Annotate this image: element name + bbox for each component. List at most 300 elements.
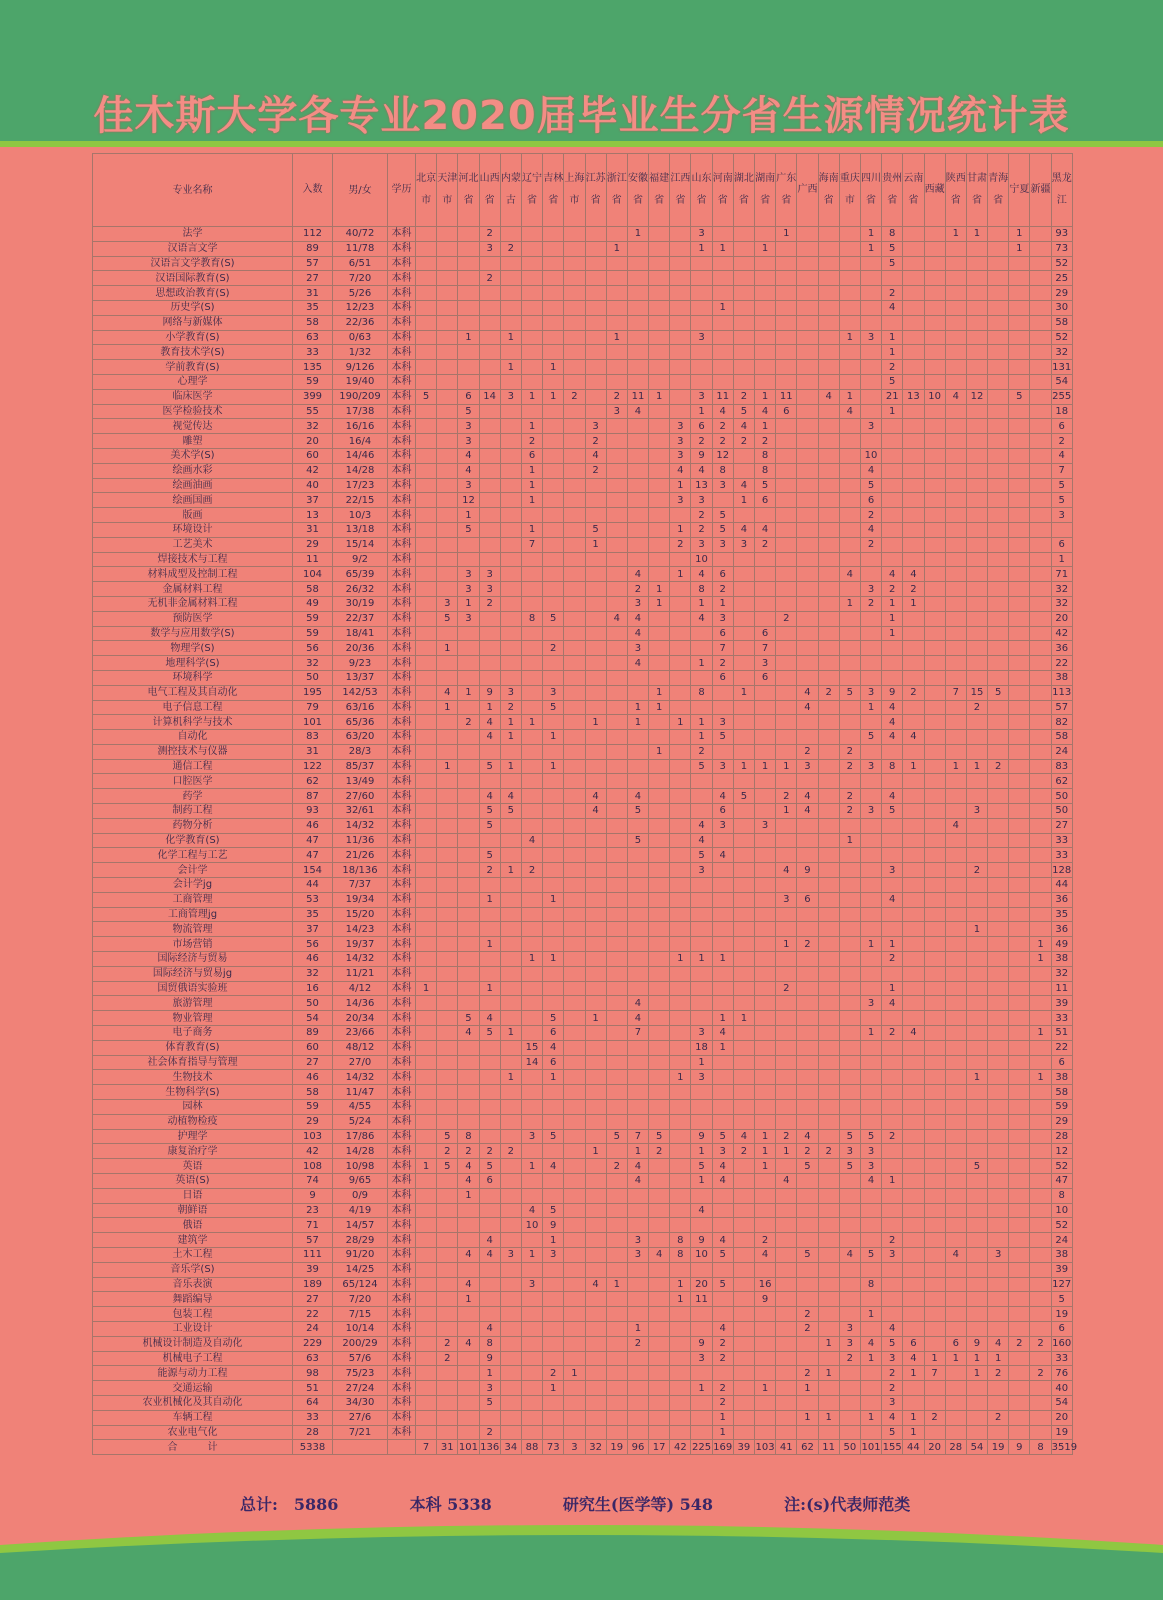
province-count-cell: 6 xyxy=(458,389,479,404)
province-count-cell xyxy=(416,774,437,789)
province-count-cell xyxy=(797,463,818,478)
province-count-cell xyxy=(649,1055,670,1070)
province-count-cell xyxy=(945,596,966,611)
province-count-cell xyxy=(945,1233,966,1248)
level-cell: 本科 xyxy=(388,715,416,730)
province-count-cell xyxy=(479,907,500,922)
province-count-cell xyxy=(776,656,797,671)
province-count-cell xyxy=(521,818,542,833)
province-count-cell xyxy=(543,241,564,256)
count-cell: 32 xyxy=(293,656,333,671)
major-name-cell: 物理学(S) xyxy=(93,641,293,656)
province-count-cell xyxy=(903,1262,924,1277)
province-count-cell xyxy=(733,582,754,597)
province-count-cell: 1 xyxy=(1051,552,1072,567)
count-cell: 23 xyxy=(293,1203,333,1218)
province-count-cell xyxy=(1030,863,1051,878)
province-count-cell xyxy=(839,1188,860,1203)
province-count-cell xyxy=(924,434,945,449)
province-count-cell xyxy=(479,1188,500,1203)
major-name-cell: 工商管理 xyxy=(93,892,293,907)
province-count-cell: 5 xyxy=(606,1129,627,1144)
table-row xyxy=(93,567,1073,582)
province-count-cell: 52 xyxy=(1051,330,1072,345)
table-row xyxy=(93,996,1073,1011)
count-cell: 60 xyxy=(293,1040,333,1055)
province-count-cell: 1 xyxy=(500,330,521,345)
province-count-cell xyxy=(818,552,839,567)
summary-note: 注:(s)代表师范类 xyxy=(784,1495,911,1514)
province-count-cell: 2 xyxy=(500,241,521,256)
province-count-cell xyxy=(500,463,521,478)
province-count-cell xyxy=(416,1055,437,1070)
province-count-cell xyxy=(416,1321,437,1336)
province-count-cell xyxy=(416,374,437,389)
province-count-cell xyxy=(416,804,437,819)
province-count-cell xyxy=(649,1218,670,1233)
province-count-cell xyxy=(945,522,966,537)
province-count-cell: 4 xyxy=(839,404,860,419)
province-count-cell xyxy=(988,1307,1009,1322)
province-count-cell xyxy=(860,1425,881,1440)
province-count-cell xyxy=(818,759,839,774)
province-count-cell xyxy=(521,641,542,656)
province-count-cell xyxy=(755,1188,776,1203)
province-count-cell xyxy=(882,552,903,567)
province-count-cell xyxy=(903,360,924,375)
province-count-cell xyxy=(691,996,712,1011)
province-count-cell xyxy=(416,1070,437,1085)
province-count-cell xyxy=(437,1070,458,1085)
province-count-cell xyxy=(1009,493,1030,508)
province-count-cell xyxy=(776,448,797,463)
total-province-cell: 136 xyxy=(480,1441,500,1453)
province-count-cell: 32 xyxy=(1051,596,1072,611)
province-count-cell xyxy=(776,1366,797,1381)
province-count-cell xyxy=(924,1070,945,1085)
province-count-cell xyxy=(649,478,670,493)
province-count-cell xyxy=(839,1085,860,1100)
major-name-cell: 计算机科学与技术 xyxy=(93,715,293,730)
province-count-cell xyxy=(882,878,903,893)
province-count-cell xyxy=(733,374,754,389)
total-label: 合 计 xyxy=(93,1440,293,1455)
table-row xyxy=(93,1100,1073,1115)
province-count-cell: 1 xyxy=(1009,227,1030,242)
major-name-cell: 园林 xyxy=(93,1100,293,1115)
province-count-cell xyxy=(649,966,670,981)
province-count-cell: 1 xyxy=(691,1174,712,1189)
province-count-cell xyxy=(416,730,437,745)
province-count-cell xyxy=(776,567,797,582)
province-count-cell xyxy=(1009,404,1030,419)
province-count-cell: 2 xyxy=(479,863,500,878)
province-count-cell: 3 xyxy=(627,1233,648,1248)
male-female-cell: 20/34 xyxy=(333,1011,388,1026)
province-count-cell xyxy=(479,419,500,434)
province-count-cell xyxy=(437,567,458,582)
province-count-cell xyxy=(733,1366,754,1381)
province-count-cell xyxy=(458,730,479,745)
province-count-cell xyxy=(733,996,754,1011)
province-count-cell xyxy=(818,493,839,508)
level-cell: 本科 xyxy=(388,1026,416,1041)
province-count-cell xyxy=(521,315,542,330)
province-count-cell xyxy=(776,582,797,597)
province-count-cell xyxy=(903,641,924,656)
province-count-cell: 4 xyxy=(479,715,500,730)
level-cell: 本科 xyxy=(388,1381,416,1396)
province-count-cell xyxy=(945,804,966,819)
province-count-cell xyxy=(860,360,881,375)
province-count-cell xyxy=(458,774,479,789)
province-count-cell xyxy=(606,937,627,952)
province-count-cell xyxy=(1009,1292,1030,1307)
total-province-cell: 155 xyxy=(882,1441,902,1453)
province-count-cell xyxy=(649,241,670,256)
province-count-cell xyxy=(521,1351,542,1366)
count-cell: 39 xyxy=(293,1262,333,1277)
province-count-cell: 12 xyxy=(712,448,733,463)
province-count-cell: 13 xyxy=(903,389,924,404)
province-count-cell: 2 xyxy=(988,1366,1009,1381)
table-row xyxy=(93,1055,1073,1070)
province-count-cell xyxy=(924,567,945,582)
major-name-cell: 舞蹈编导 xyxy=(93,1292,293,1307)
province-count-cell: 1 xyxy=(755,241,776,256)
male-female-cell: 6/51 xyxy=(333,256,388,271)
male-female-cell: 200/29 xyxy=(333,1336,388,1351)
province-count-cell xyxy=(818,1262,839,1277)
province-count-cell xyxy=(1030,1159,1051,1174)
major-name-cell: 会计学 xyxy=(93,863,293,878)
province-count-cell xyxy=(945,330,966,345)
province-count-cell xyxy=(1009,360,1030,375)
province-count-cell xyxy=(903,1159,924,1174)
province-count-cell xyxy=(733,1114,754,1129)
major-name-cell: 焊接技术与工程 xyxy=(93,552,293,567)
province-count-cell xyxy=(945,1203,966,1218)
province-count-cell xyxy=(670,404,691,419)
province-count-cell: 5 xyxy=(458,404,479,419)
province-count-cell xyxy=(458,1307,479,1322)
province-count-cell: 1 xyxy=(479,700,500,715)
province-count-cell xyxy=(712,256,733,271)
province-count-cell xyxy=(416,596,437,611)
province-count-cell xyxy=(966,1100,987,1115)
province-count-cell xyxy=(903,1277,924,1292)
province-count-cell: 12 xyxy=(966,389,987,404)
province-count-cell xyxy=(521,878,542,893)
province-count-cell xyxy=(606,1100,627,1115)
province-count-cell: 1 xyxy=(755,389,776,404)
table-body xyxy=(93,227,1073,1440)
province-count-cell: 1 xyxy=(627,700,648,715)
province-count-cell xyxy=(585,1070,606,1085)
province-count-cell xyxy=(733,833,754,848)
province-count-cell: 54 xyxy=(1051,374,1072,389)
province-count-cell xyxy=(1030,1307,1051,1322)
province-count-cell xyxy=(479,522,500,537)
province-count-cell xyxy=(818,404,839,419)
count-cell: 46 xyxy=(293,818,333,833)
province-count-cell xyxy=(860,626,881,641)
major-name-cell: 医学检验技术 xyxy=(93,404,293,419)
province-count-cell: 1 xyxy=(755,759,776,774)
province-count-cell xyxy=(924,345,945,360)
province-count-cell xyxy=(924,774,945,789)
province-count-cell xyxy=(606,1292,627,1307)
province-count-cell xyxy=(543,1321,564,1336)
province-count-cell xyxy=(479,508,500,523)
province-count-cell xyxy=(797,641,818,656)
province-count-cell: 1 xyxy=(1030,1070,1051,1085)
province-count-cell xyxy=(712,345,733,360)
province-count-cell xyxy=(966,1425,987,1440)
province-count-cell: 1 xyxy=(712,1011,733,1026)
province-count-cell xyxy=(945,1218,966,1233)
province-count-cell: 14 xyxy=(521,1055,542,1070)
province-count-cell xyxy=(606,1011,627,1026)
province-count-cell xyxy=(585,1159,606,1174)
province-count-cell xyxy=(416,582,437,597)
province-count-cell xyxy=(437,522,458,537)
province-count-cell xyxy=(564,1203,585,1218)
province-count-cell xyxy=(416,1277,437,1292)
province-count-cell xyxy=(416,626,437,641)
province-count-cell xyxy=(564,1174,585,1189)
province-count-cell xyxy=(670,1262,691,1277)
province-count-cell xyxy=(437,448,458,463)
province-count-cell: 4 xyxy=(797,804,818,819)
province-count-cell xyxy=(437,1203,458,1218)
province-count-cell xyxy=(945,611,966,626)
province-count-cell xyxy=(564,878,585,893)
province-count-cell: 131 xyxy=(1052,361,1072,373)
table-row xyxy=(93,700,1073,715)
province-count-cell: 20 xyxy=(1051,611,1072,626)
province-count-cell xyxy=(627,374,648,389)
province-count-cell xyxy=(521,700,542,715)
province-count-cell xyxy=(1009,1129,1030,1144)
table-row xyxy=(93,1425,1073,1440)
province-count-cell xyxy=(649,996,670,1011)
province-count-cell: 3 xyxy=(458,478,479,493)
province-count-cell: 6 xyxy=(1051,1321,1072,1336)
province-count-cell xyxy=(924,508,945,523)
total-province-cell: 225 xyxy=(691,1441,712,1453)
province-count-cell xyxy=(606,1233,627,1248)
province-count-cell: 2 xyxy=(437,1144,458,1159)
male-female-cell: 27/24 xyxy=(333,1381,388,1396)
province-count-cell xyxy=(437,1425,458,1440)
province-count-cell xyxy=(691,937,712,952)
province-count-cell xyxy=(776,952,797,967)
province-count-cell xyxy=(670,1129,691,1144)
table-row xyxy=(93,300,1073,315)
province-count-cell xyxy=(839,1262,860,1277)
count-cell: 47 xyxy=(293,848,333,863)
province-count-cell xyxy=(924,966,945,981)
province-count-cell xyxy=(627,922,648,937)
province-count-cell: 1 xyxy=(437,700,458,715)
province-count-cell xyxy=(924,419,945,434)
province-count-cell xyxy=(437,892,458,907)
table-row xyxy=(93,1247,1073,1262)
province-count-cell xyxy=(479,345,500,360)
province-count-cell: 3 xyxy=(585,419,606,434)
province-count-cell: 2 xyxy=(712,1395,733,1410)
province-count-cell xyxy=(670,996,691,1011)
province-count-cell xyxy=(543,1262,564,1277)
province-count-cell xyxy=(649,1233,670,1248)
province-count-cell xyxy=(988,952,1009,967)
province-count-cell xyxy=(988,892,1009,907)
province-count-cell: 5 xyxy=(966,1159,987,1174)
province-count-cell xyxy=(797,1055,818,1070)
province-count-cell xyxy=(479,996,500,1011)
header-province: 云南省 xyxy=(903,154,924,227)
province-count-cell xyxy=(670,1114,691,1129)
province-count-cell: 9 xyxy=(691,448,712,463)
province-count-cell xyxy=(945,1011,966,1026)
total-province-cell: 54 xyxy=(966,1440,987,1455)
province-count-cell xyxy=(564,552,585,567)
province-count-cell xyxy=(521,1262,542,1277)
level-cell: 本科 xyxy=(388,996,416,1011)
table-row xyxy=(93,330,1073,345)
level-cell: 本科 xyxy=(388,1011,416,1026)
province-count-cell: 3 xyxy=(860,1144,881,1159)
province-count-cell xyxy=(755,848,776,863)
province-count-cell xyxy=(649,1351,670,1366)
province-count-cell xyxy=(564,404,585,419)
province-count-cell xyxy=(458,626,479,641)
province-count-cell: 3 xyxy=(670,434,691,449)
province-count-cell xyxy=(564,730,585,745)
male-female-cell: 14/32 xyxy=(333,1070,388,1085)
summary-undergrad: 本科 5338 xyxy=(409,1495,492,1514)
province-count-cell xyxy=(903,419,924,434)
province-count-cell xyxy=(966,1233,987,1248)
province-count-cell xyxy=(988,227,1009,242)
province-count-cell xyxy=(606,300,627,315)
province-count-cell: 5 xyxy=(479,848,500,863)
province-count-cell xyxy=(543,907,564,922)
province-count-cell: 2 xyxy=(712,1351,733,1366)
province-count-cell: 4 xyxy=(691,611,712,626)
province-count-cell xyxy=(543,493,564,508)
province-count-cell xyxy=(670,833,691,848)
major-name-cell: 机械设计制造及自动化 xyxy=(93,1336,293,1351)
province-count-cell xyxy=(585,1307,606,1322)
province-count-cell: 1 xyxy=(585,1011,606,1026)
province-count-cell xyxy=(945,878,966,893)
province-count-cell xyxy=(458,1366,479,1381)
province-count-cell: 1 xyxy=(649,389,670,404)
province-count-cell xyxy=(1009,1233,1030,1248)
province-count-cell xyxy=(606,789,627,804)
province-count-cell xyxy=(627,241,648,256)
province-count-cell xyxy=(988,478,1009,493)
count-cell: 16 xyxy=(293,981,333,996)
province-count-cell xyxy=(670,863,691,878)
province-count-cell xyxy=(755,1114,776,1129)
province-count-cell: 2 xyxy=(797,1321,818,1336)
province-count-cell xyxy=(564,1055,585,1070)
province-count-cell xyxy=(1009,981,1030,996)
province-count-cell xyxy=(437,1366,458,1381)
province-count-cell xyxy=(903,656,924,671)
level-cell: 本科 xyxy=(388,227,416,242)
province-count-cell xyxy=(564,700,585,715)
province-count-cell: 16 xyxy=(755,1277,776,1292)
province-count-cell xyxy=(521,567,542,582)
province-count-cell xyxy=(988,286,1009,301)
province-count-cell xyxy=(564,1307,585,1322)
province-count-cell xyxy=(564,286,585,301)
province-count-cell xyxy=(1030,1247,1051,1262)
level-cell: 本科 xyxy=(388,419,416,434)
male-female-cell: 10/98 xyxy=(333,1159,388,1174)
province-count-cell: 3 xyxy=(458,611,479,626)
province-count-cell xyxy=(649,271,670,286)
province-count-cell xyxy=(500,1218,521,1233)
province-count-cell xyxy=(903,1321,924,1336)
province-count-cell xyxy=(988,715,1009,730)
province-count-cell xyxy=(839,463,860,478)
total-count: 5338 xyxy=(293,1440,333,1455)
province-count-cell xyxy=(945,374,966,389)
province-count-cell xyxy=(437,493,458,508)
province-count-cell: 3 xyxy=(712,759,733,774)
province-count-cell xyxy=(712,922,733,937)
province-count-cell xyxy=(818,715,839,730)
province-count-cell xyxy=(543,434,564,449)
province-count-cell: 2 xyxy=(903,582,924,597)
province-count-cell xyxy=(882,478,903,493)
level-cell: 本科 xyxy=(388,907,416,922)
male-female-cell: 19/40 xyxy=(333,374,388,389)
province-count-cell xyxy=(479,670,500,685)
province-count-cell xyxy=(966,1055,987,1070)
level-cell: 本科 xyxy=(388,1351,416,1366)
province-count-cell xyxy=(416,227,437,242)
province-count-cell xyxy=(712,981,733,996)
province-count-cell: 2 xyxy=(818,685,839,700)
major-name-cell: 化学教育(S) xyxy=(93,833,293,848)
province-count-cell xyxy=(839,1026,860,1041)
province-count-cell xyxy=(903,1114,924,1129)
province-count-cell xyxy=(818,656,839,671)
province-count-cell xyxy=(521,508,542,523)
province-count-cell xyxy=(839,537,860,552)
province-count-cell xyxy=(1030,922,1051,937)
province-count-cell xyxy=(733,1233,754,1248)
province-count-cell: 3 xyxy=(670,493,691,508)
province-count-cell xyxy=(945,1262,966,1277)
province-count-cell xyxy=(543,1114,564,1129)
province-count-cell: 8 xyxy=(670,1233,691,1248)
province-count-cell xyxy=(818,863,839,878)
province-count-cell xyxy=(670,611,691,626)
province-count-cell xyxy=(437,848,458,863)
province-count-cell: 4 xyxy=(627,656,648,671)
province-count-cell xyxy=(564,596,585,611)
major-name-cell: 绘画水彩 xyxy=(93,463,293,478)
province-count-cell xyxy=(776,996,797,1011)
major-name-cell: 市场营销 xyxy=(93,937,293,952)
